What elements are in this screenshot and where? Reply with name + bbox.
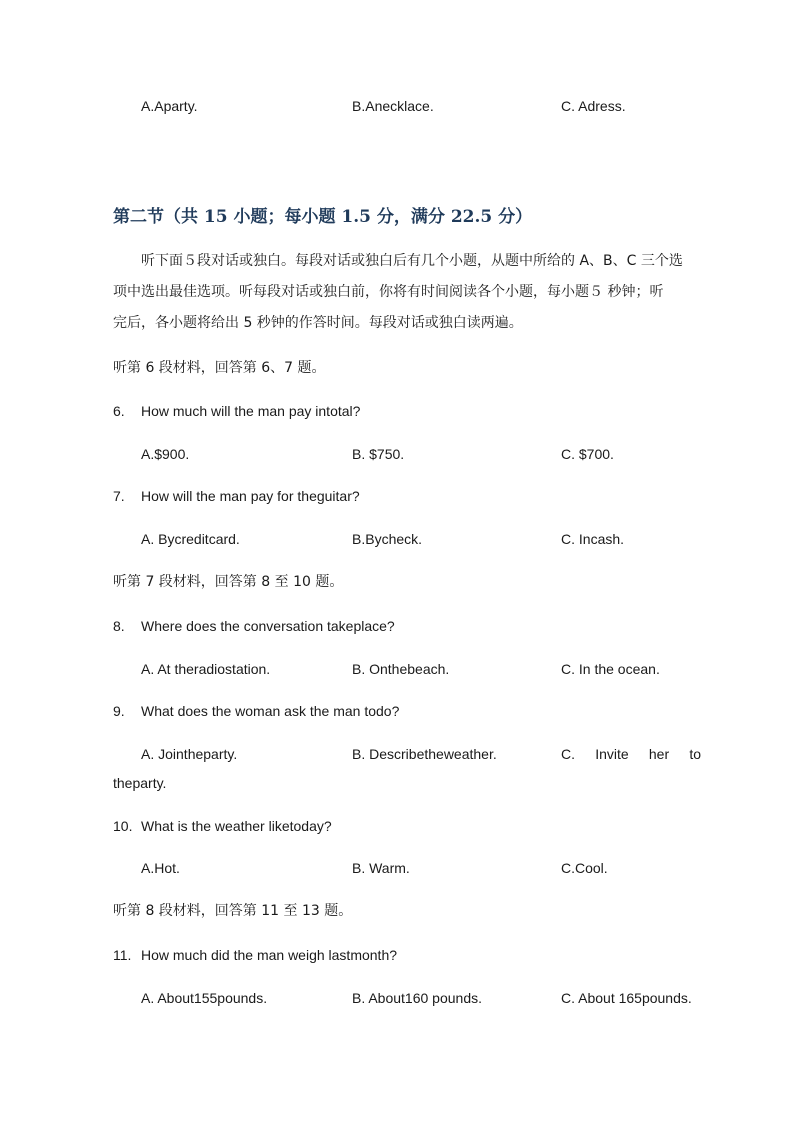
- q11-option-c: C. About 165pounds.: [561, 990, 692, 1006]
- instructions-line: 完后，各小题将给出 5 秒钟的作答时间。每段对话或独白读两遍。: [113, 315, 523, 331]
- option-b: B.Anecklace.: [352, 98, 434, 114]
- question-number: 11.: [113, 947, 132, 963]
- question-text: Where does the conversation takeplace?: [141, 618, 395, 634]
- q10-option-c: C.Cool.: [561, 860, 608, 876]
- group-header-8: 听第 8 段材料，回答第 11 至 13 题。: [113, 903, 353, 919]
- q11-option-a: A. About155pounds.: [141, 990, 268, 1006]
- q6-option-c: C. $700.: [561, 446, 614, 462]
- q8-option-a: A. At theradiostation.: [141, 661, 271, 677]
- group-header-6: 听第 6 段材料，回答第 6、7 题。: [113, 360, 326, 376]
- section-instructions: [113, 246, 701, 339]
- question-text: How much did the man weigh lastmonth?: [141, 947, 398, 963]
- q7-option-b: B.Bycheck.: [352, 531, 423, 547]
- q9-option-a: A. Jointheparty.: [141, 746, 238, 762]
- question-10: [113, 817, 332, 835]
- question-number: 8.: [113, 618, 125, 634]
- question-number: 6.: [113, 403, 125, 419]
- question-text: What does the woman ask the man todo?: [141, 703, 400, 719]
- q9-option-c: [561, 745, 701, 763]
- question-9: [113, 702, 399, 720]
- q11-option-b: B. About160 pounds.: [352, 990, 482, 1006]
- q9-option-c-word: C.: [561, 746, 575, 762]
- group-header-7: 听第 7 段材料，回答第 8 至 10 题。: [113, 574, 344, 590]
- q10-option-b: B. Warm.: [352, 860, 410, 876]
- q9-option-c-word: to: [689, 746, 701, 762]
- question-text: What is the weather liketoday?: [141, 818, 332, 834]
- q10-option-a: A.Hot.: [141, 860, 180, 876]
- q7-option-c: C. Incash.: [561, 531, 625, 547]
- question-number: 7.: [113, 488, 125, 504]
- q9-option-c-continued: theparty.: [113, 775, 167, 791]
- section-title: 第二节（共 15 小题；每小题 1.5 分，满分 22.5 分）: [113, 207, 533, 227]
- question-text: How will the man pay for theguitar?: [141, 488, 360, 504]
- question-7: [113, 487, 360, 505]
- q6-option-a: A.$900.: [141, 446, 190, 462]
- q9-option-c-word: Invite: [595, 746, 629, 762]
- question-text: How much will the man pay intotal?: [141, 403, 361, 419]
- option-a: A.Aparty.: [141, 98, 198, 114]
- q9-option-b: B. Describetheweather.: [352, 746, 497, 762]
- q8-option-b: B. Onthebeach.: [352, 661, 450, 677]
- q7-option-a: A. Bycreditcard.: [141, 531, 240, 547]
- instructions-line: 听下面５段对话或独白。每段对话或独白后有几个小题，从题中所给的 A、B、C 三个选: [141, 253, 683, 269]
- question-8: [113, 617, 395, 635]
- instructions-line: 项中选出最佳选项。听每段对话或独白前，你将有时间阅读各个小题，每小题５ 秒钟；听: [113, 284, 664, 300]
- q9-option-c-word: her: [648, 746, 670, 762]
- question-number: 9.: [113, 703, 125, 719]
- q6-option-b: B. $750.: [352, 446, 405, 462]
- question-11: [113, 946, 397, 964]
- question-6: [113, 402, 360, 420]
- q8-option-c: C. In the ocean.: [561, 661, 660, 677]
- option-c: C. Adress.: [561, 98, 626, 114]
- question-number: 10.: [113, 818, 133, 834]
